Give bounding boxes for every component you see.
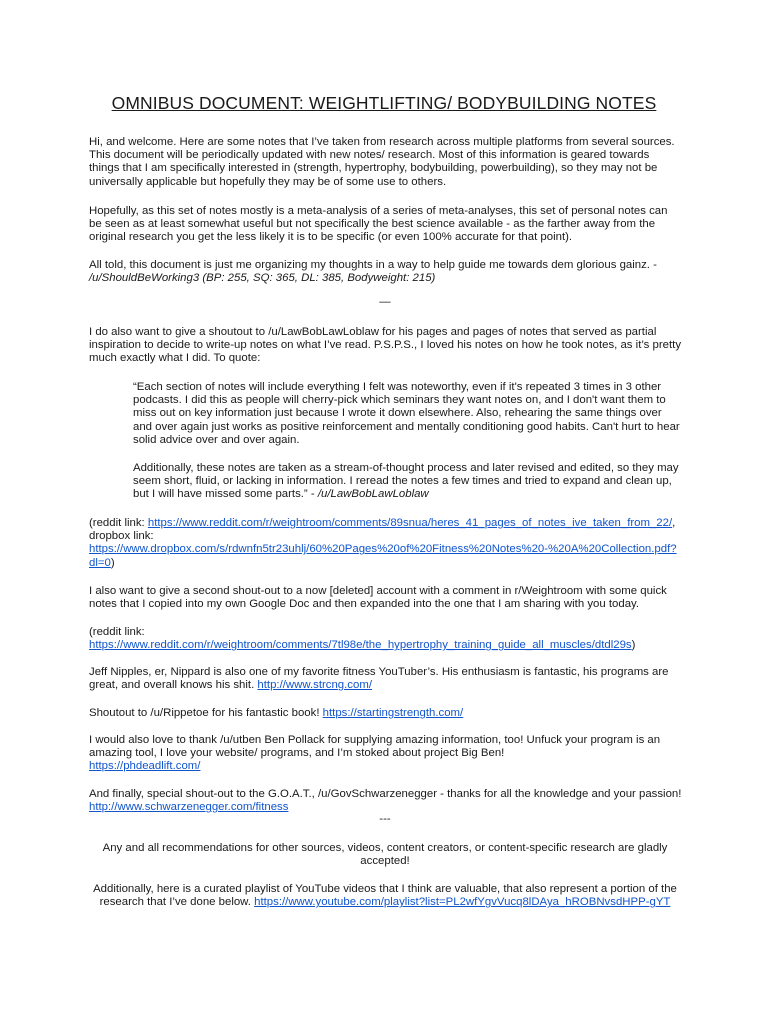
rippetoe-paragraph [89,707,681,720]
meta-line: be seen as at least somewhat useful but not specifically the best science available - as the farther away from the [89,218,656,231]
reddit-link-hypertrophy-guide[interactable]: https://www.reddit.com/r/weightroom/comments/7tl98e/the_hypertrophy_training_guide_all_muscles/dtdl29s [89,639,632,652]
section-divider-2: --- [379,813,391,825]
quote-line: Additionally, these notes are taken as a stream-of-thought process and later revised and edited, so they may [133,462,679,474]
playlist-line: Additionally, here is a curated playlist of YouTube videos that I think are valuable, that also represent a portion of the [93,883,677,895]
shoutout-line: I do also want to give a shoutout to /u/LawBobLawLoblaw for his pages and pages of notes that served as partial [89,326,657,338]
blockquote-paragraph-2 [133,462,681,502]
intro-line: universally applicable but hopefully they may be of some use to others. [89,175,447,188]
punctuation: , [672,517,676,529]
playlist-paragraph [89,883,681,909]
signoff-paragraph [89,259,681,285]
recommendations-paragraph [89,842,681,868]
punctuation: ) [110,556,115,569]
recommend-line: accepted! [360,855,410,868]
nippard-line: great, and overall knows his shit. [89,679,258,692]
shoutout-line: I also want to give a second shout-out to a now [deleted] account with a comment in r/Weightroom with some quick [89,585,667,597]
schwarzenegger-link[interactable]: http://www.schwarzenegger.com/fitness [89,801,289,814]
reddit-hypertrophy-link-paragraph [89,626,681,652]
quote-line: “Each section of notes will include everything I felt was noteworthy, even if it's repeated 3 times in 3 other [133,381,662,393]
goat-line: And finally, special shout-out to the G.O.A.T., /u/GovSchwarzenegger - thanks for all the knowledge and your passion! [89,788,682,800]
reddit-dropbox-links [89,517,681,570]
quote-line: solid advice over and over again. [133,433,300,446]
quote-line: seem short, fluid, or lacking in information. I reread the notes a few times and tried to expand and clean up, [133,475,672,488]
intro-paragraph [89,136,681,189]
shoutout-line: much exactly what I did. To quote: [89,352,261,365]
nippard-paragraph [89,666,681,692]
quote-line: miss out on key information just because I wrote it down elsewhere. Also, rehearing the same things over [133,407,662,420]
signoff-line: All told, this document is just me organizing my thoughts in a way to help guide me towards dem glorious gainz. - [89,259,657,271]
shoutout-deleted-account-paragraph [89,585,681,611]
document-title: OMNIBUS DOCUMENT: WEIGHTLIFTING/ BODYBUILDING NOTES [111,93,657,113]
link-prefix: (reddit link: [89,626,145,638]
pollack-paragraph [89,734,681,774]
dropbox-link[interactable]: https://www.dropbox.com/s/rdwnfn5tr23uhlj/60%20Pages%20of%20Fitness%20Notes%20-%20A%20Collection.pdf? [89,543,677,556]
quote-line: but I will have missed some parts.” - [133,488,318,501]
rippetoe-text: Shoutout to /u/Rippetoe for his fantastic book! [89,707,323,719]
quote-line: and over again just works as positive reinforcement and mentally conditioning good habits. Can't hurt to hear [133,420,680,433]
starting-strength-link[interactable]: https://startingstrength.com/ [322,707,464,719]
pollack-line: amazing tool, I love your website/ programs, and I’m stoked about project Big Ben! [89,747,505,760]
playlist-line: research that I’ve done below. [99,896,255,909]
shoutout-lawboblawloblaw-paragraph [89,326,681,366]
meta-analysis-paragraph [89,205,681,245]
intro-line: This document will be periodically updated with new notes/ research. Most of this information is geared towards [89,149,650,162]
nippard-line: Jeff Nipples, er, Nippard is also one of my favorite fitness YouTuber’s. His enthusiasm is fantastic, his programs are [89,666,669,678]
link-prefix: (reddit link: [89,517,148,529]
pollack-line: I would also love to thank /u/utben Ben Pollack for supplying amazing information, too! Unfuck your program is an [89,734,661,746]
phdeadlift-link[interactable]: https://phdeadlift.com/ [89,760,201,773]
meta-line: Hopefully, as this set of notes mostly is a meta-analysis of a series of meta-analyses, this set of personal notes can [89,205,668,217]
schwarzenegger-paragraph [89,788,681,814]
blockquote-paragraph-1 [133,381,681,447]
shoutout-line: inspiration to decide to write-up notes on what I’ve read. P.S.P.S., I loved his notes on how he took notes, as it’s pretty [89,339,682,352]
recommend-line: Any and all recommendations for other sources, videos, content creators, or content-specific research are gladly [102,842,668,854]
dropbox-label: dropbox link: [89,530,154,543]
dropbox-link-continued[interactable]: dl=0 [89,556,111,569]
reddit-link-weightroom-notes[interactable]: https://www.reddit.com/r/weightroom/comments/89snua/heres_41_pages_of_notes_ive_taken_from_22/ [147,517,673,529]
shoutout-line: notes that I copied into my own Google Doc and then expanded into the one that I am sharing with you today. [89,598,640,611]
author-signature: /u/ShouldBeWorking3 (BP: 255, SQ: 365, DL: 385, Bodyweight: 215) [89,272,436,285]
strcng-link[interactable]: http://www.strcng.com/ [257,679,372,692]
quote-attribution: /u/LawBobLawLoblaw [317,488,429,501]
youtube-playlist-link[interactable]: https://www.youtube.com/playlist?list=PL2wfYgvVucq8lDAya_hROBNvsdHPP-gYT [254,896,671,909]
meta-line: original research you get the less likely it is to be specific (or even 100% accurate for that point). [89,231,573,244]
intro-line: things that I am specifically interested in (strength, hypertrophy, bodybuilding, powerbuilding), so they may not be [89,162,658,175]
quote-line: podcasts. I did this as people will cherry-pick which seminars they want notes on, and I don't want them to [133,394,666,407]
section-divider: — [379,296,391,308]
intro-line: Hi, and welcome. Here are some notes that I’ve taken from research across multiple platforms from several sources. [89,136,675,148]
punctuation: ) [631,639,636,652]
